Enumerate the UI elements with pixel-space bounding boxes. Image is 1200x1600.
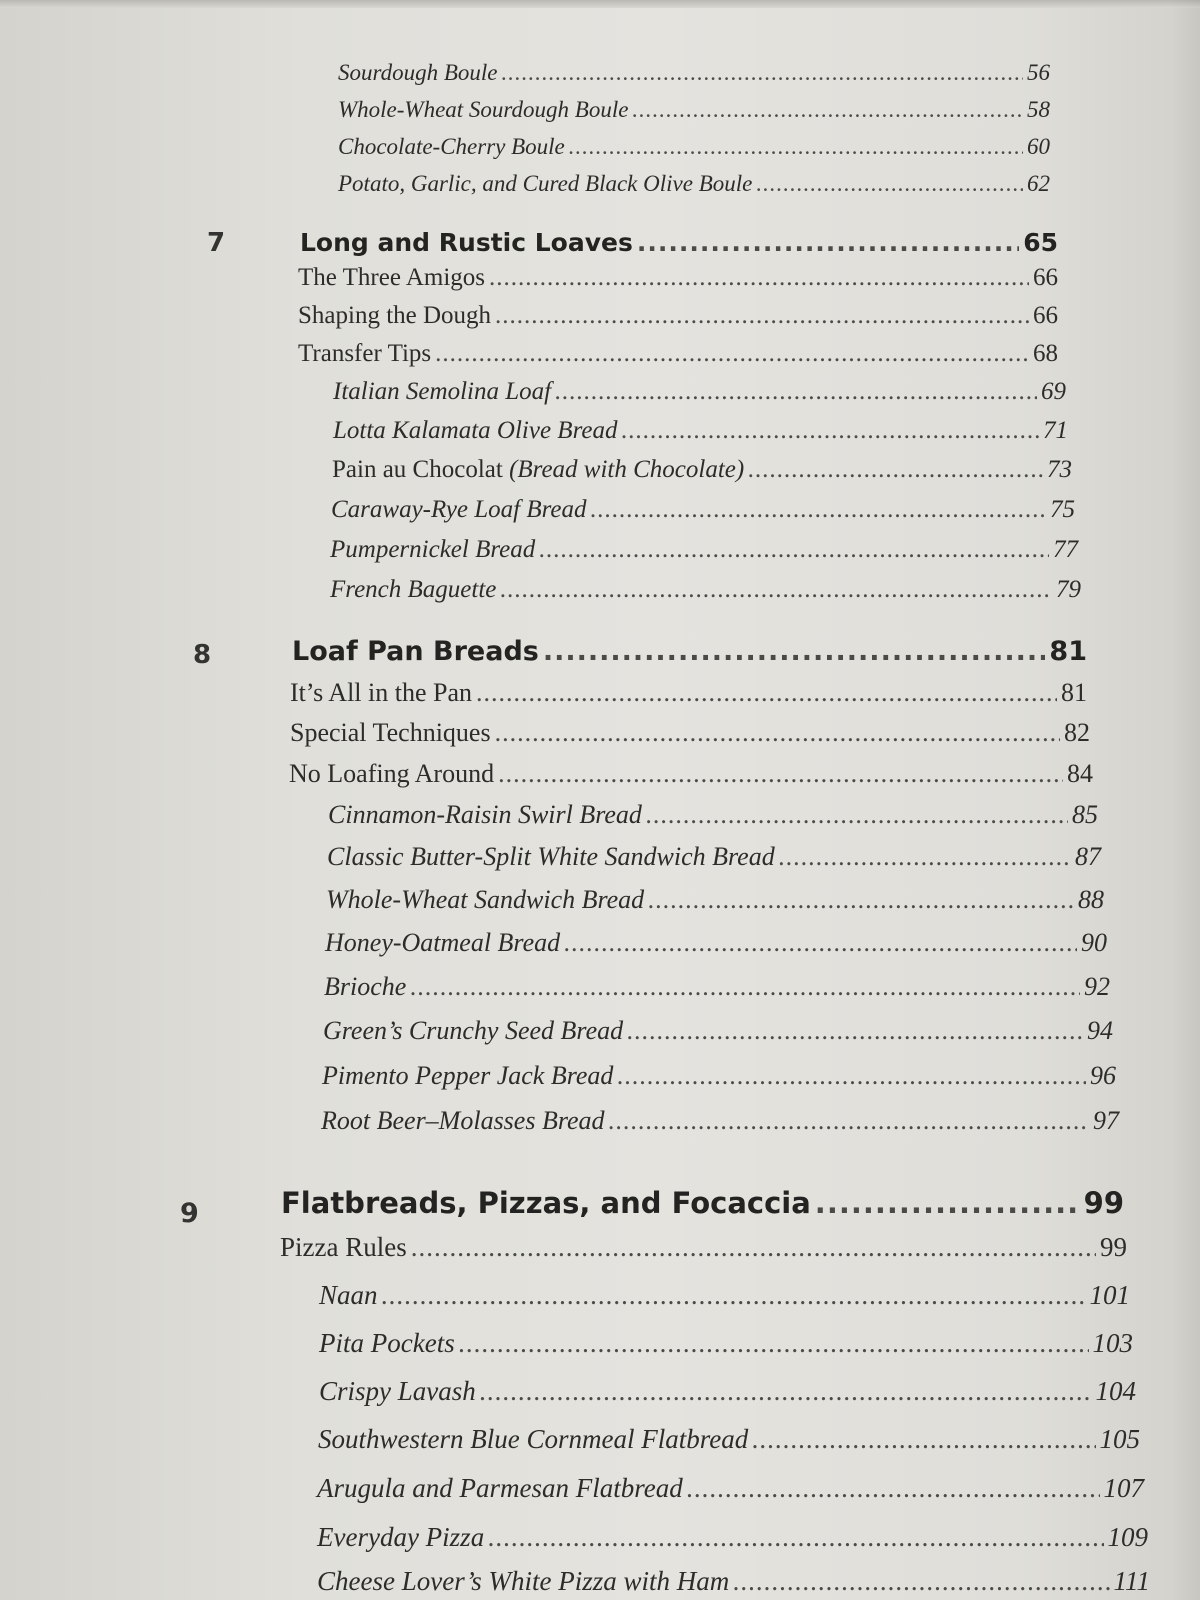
entry-page-number: 66 — [1033, 302, 1058, 329]
toc-entry-recipe[interactable] — [338, 134, 1050, 160]
dot-leader — [489, 264, 1029, 292]
entry-title: Caraway-Rye Loaf Bread — [331, 496, 587, 523]
dot-leader — [498, 759, 1063, 789]
entry-page-number: 101 — [1089, 1280, 1130, 1310]
entry-title: Italian Semolina Loaf — [333, 378, 552, 405]
entry-page-number: 69 — [1041, 378, 1066, 405]
dot-leader — [609, 1106, 1089, 1136]
entry-title: Everyday Pizza — [317, 1522, 485, 1552]
chapter-page-number: 81 — [1049, 636, 1087, 667]
toc-entry-recipe[interactable] — [338, 171, 1050, 197]
chapter-number: 7 — [207, 228, 226, 258]
dot-leader — [756, 171, 1023, 197]
entry-title: Pizza Rules — [280, 1232, 407, 1262]
entry-page-number: 79 — [1056, 576, 1081, 603]
entry-title: Lotta Kalamata Olive Bread — [333, 417, 618, 444]
entry-title: Shaping the Dough — [298, 302, 492, 329]
entry-title: Whole-Wheat Sandwich Bread — [326, 885, 645, 914]
entry-page-number: 103 — [1092, 1328, 1133, 1358]
dot-leader — [500, 576, 1052, 604]
entry-page-number: 66 — [1033, 264, 1058, 291]
toc-entry-recipe[interactable] — [317, 1522, 1148, 1553]
entry-page-number: 107 — [1103, 1473, 1144, 1503]
dot-leader — [637, 228, 1019, 257]
entry-title: Whole-Wheat Sourdough Boule — [338, 97, 629, 122]
toc-entry-section[interactable] — [298, 340, 1058, 368]
dot-leader — [779, 842, 1071, 872]
toc-entry-chapter[interactable] — [281, 1186, 1124, 1220]
entry-title: Classic Butter-Split White Sandwich Bread — [327, 842, 775, 871]
entry-page-number: 82 — [1064, 718, 1090, 747]
toc-entry-section[interactable] — [280, 1232, 1127, 1263]
toc-entry-recipe[interactable] — [333, 417, 1068, 445]
entry-title: Pumpernickel Bread — [330, 536, 536, 563]
dot-leader — [488, 1522, 1103, 1553]
entry-title: Sourdough Boule — [338, 60, 498, 85]
dot-leader — [748, 456, 1043, 484]
entry-page-number: 85 — [1072, 800, 1098, 829]
dot-leader — [543, 636, 1046, 667]
entry-page-number: 84 — [1067, 759, 1093, 788]
dot-leader — [495, 302, 1029, 330]
entry-page-number: 94 — [1087, 1016, 1113, 1045]
toc-entry-recipe[interactable] — [319, 1280, 1130, 1311]
dot-leader — [627, 1016, 1083, 1046]
dot-leader — [648, 885, 1074, 915]
toc-entry-chapter[interactable] — [300, 228, 1058, 257]
entry-page-number: 109 — [1107, 1522, 1148, 1552]
dot-leader — [555, 378, 1037, 406]
toc-entry-recipe[interactable] — [338, 97, 1050, 123]
entry-page-number: 77 — [1053, 536, 1078, 563]
dot-leader — [495, 718, 1060, 748]
toc-entry-recipe[interactable] — [338, 60, 1050, 86]
toc-entry-recipe[interactable] — [332, 456, 1072, 484]
entry-title-italic: (Bread with Chocolate) — [509, 456, 745, 483]
dot-leader — [410, 972, 1080, 1002]
toc-entry-recipe[interactable] — [319, 1328, 1133, 1359]
entry-page-number: 75 — [1050, 496, 1075, 523]
entry-page-number: 87 — [1075, 842, 1101, 871]
toc-entry-section[interactable] — [298, 302, 1058, 330]
dot-leader — [539, 536, 1049, 564]
toc-entry-recipe[interactable] — [331, 496, 1075, 524]
entry-page-number: 62 — [1027, 171, 1050, 196]
entry-page-number: 92 — [1084, 972, 1110, 1001]
dot-leader — [382, 1280, 1086, 1311]
entry-title: Cheese Lover’s White Pizza with Ham — [317, 1566, 730, 1596]
toc-entry-recipe[interactable] — [319, 1376, 1136, 1407]
entry-page-number: 56 — [1027, 60, 1050, 85]
dot-leader — [480, 1376, 1092, 1407]
entry-page-number: 111 — [1113, 1566, 1150, 1596]
entry-title: Transfer Tips — [298, 340, 432, 367]
toc-entry-recipe[interactable] — [328, 800, 1098, 830]
dot-leader — [476, 678, 1057, 708]
toc-entry-recipe[interactable] — [326, 885, 1104, 915]
toc-entry-recipe[interactable] — [323, 1016, 1113, 1046]
chapter-number: 8 — [193, 640, 212, 670]
entry-title: Honey-Oatmeal Bread — [325, 928, 561, 957]
entry-title: Potato, Garlic, and Cured Black Olive Boule — [338, 171, 753, 196]
entry-title: Cinnamon-Raisin Swirl Bread — [328, 800, 642, 829]
dot-leader — [815, 1186, 1080, 1220]
chapter-page-number: 99 — [1083, 1186, 1124, 1220]
entry-title: Naan — [319, 1280, 378, 1310]
entry-page-number: 104 — [1095, 1376, 1136, 1406]
toc-entry-section[interactable] — [289, 759, 1093, 789]
entry-page-number: 88 — [1078, 885, 1104, 914]
chapter-title: Long and Rustic Loaves — [300, 228, 633, 257]
toc-entry-section[interactable] — [290, 678, 1087, 708]
entry-title: Special Techniques — [290, 718, 491, 747]
toc-entry-recipe[interactable] — [317, 1566, 1150, 1597]
toc-entry-section[interactable] — [290, 718, 1090, 748]
entry-title: Pita Pockets — [319, 1328, 455, 1358]
entry-title: French Baguette — [330, 576, 497, 603]
dot-leader — [752, 1424, 1095, 1455]
toc-entry-recipe[interactable] — [318, 1424, 1140, 1455]
toc-entry-recipe[interactable] — [317, 1473, 1144, 1504]
entry-page-number: 99 — [1100, 1232, 1127, 1262]
dot-leader — [411, 1232, 1096, 1263]
dot-leader — [435, 340, 1029, 368]
entry-page-number: 60 — [1027, 134, 1050, 159]
toc-entry-section[interactable] — [298, 264, 1058, 292]
dot-leader — [617, 1061, 1086, 1091]
entry-title: It’s All in the Pan — [290, 678, 472, 707]
dot-leader — [632, 97, 1023, 123]
entry-title: No Loafing Around — [289, 759, 495, 788]
toc-entry-recipe[interactable] — [322, 1061, 1116, 1091]
toc-entry-recipe[interactable] — [327, 842, 1101, 872]
toc-entry-recipe[interactable] — [324, 972, 1110, 1002]
entry-page-number: 58 — [1027, 97, 1050, 122]
toc-entry-recipe[interactable] — [330, 576, 1081, 604]
entry-page-number: 68 — [1033, 340, 1058, 367]
dot-leader — [646, 800, 1068, 830]
entry-title: Brioche — [324, 972, 407, 1001]
entry-page-number: 97 — [1093, 1106, 1119, 1135]
entry-title: Southwestern Blue Cornmeal Flatbread — [318, 1424, 749, 1454]
dot-leader — [733, 1566, 1109, 1597]
chapter-title: Flatbreads, Pizzas, and Focaccia — [281, 1186, 811, 1220]
chapter-title: Loaf Pan Breads — [292, 636, 539, 667]
dot-leader — [564, 928, 1077, 958]
dot-leader — [591, 496, 1046, 524]
chapter-page-number: 65 — [1023, 228, 1058, 257]
toc-entry-recipe[interactable] — [321, 1106, 1119, 1136]
entry-page-number: 90 — [1081, 928, 1107, 957]
entry-page-number: 71 — [1043, 417, 1068, 444]
entry-title: Green’s Crunchy Seed Bread — [323, 1016, 624, 1045]
toc-entry-recipe[interactable] — [325, 928, 1107, 958]
chapter-number: 9 — [180, 1198, 199, 1229]
entry-title: Root Beer–Molasses Bread — [321, 1106, 605, 1135]
entry-page-number: 73 — [1047, 456, 1072, 483]
dot-leader — [569, 134, 1023, 160]
toc-entry-recipe[interactable] — [330, 536, 1078, 564]
entry-title: Crispy Lavash — [319, 1376, 476, 1406]
dot-leader — [459, 1328, 1089, 1359]
entry-title: Arugula and Parmesan Flatbread — [317, 1473, 683, 1503]
dot-leader — [687, 1473, 1100, 1504]
entry-page-number: 105 — [1099, 1424, 1140, 1454]
entry-title: The Three Amigos — [298, 264, 485, 291]
entry-title: Chocolate-Cherry Boule — [338, 134, 565, 159]
toc-entry-recipe[interactable] — [333, 378, 1066, 406]
dot-leader — [621, 417, 1039, 445]
dot-leader — [502, 60, 1024, 86]
entry-page-number: 81 — [1061, 678, 1087, 707]
entry-page-number: 96 — [1090, 1061, 1116, 1090]
toc-entry-chapter[interactable] — [292, 636, 1087, 667]
entry-title: Pimento Pepper Jack Bread — [322, 1061, 614, 1090]
entry-title — [332, 456, 744, 484]
entry-title-plain: Pain au Chocolat — [332, 456, 510, 483]
